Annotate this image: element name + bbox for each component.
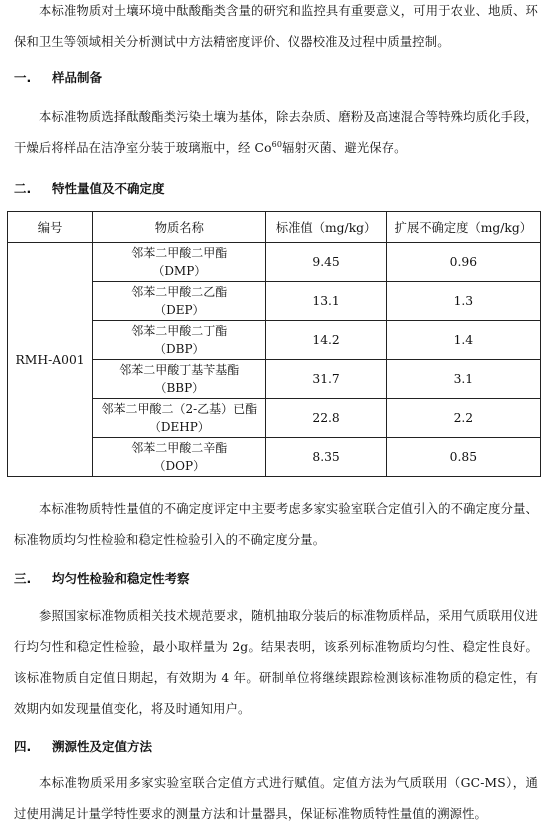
substance-abbr: （BBP） bbox=[154, 381, 205, 395]
section-1-heading bbox=[14, 69, 102, 87]
substance-name: 邻苯二甲酸二（2-乙基）已酯 bbox=[101, 402, 258, 416]
expanded-uncertainty: 0.85 bbox=[386, 438, 540, 477]
expanded-uncertainty: 1.4 bbox=[386, 321, 540, 360]
section-2-title: 特性量值及不确定度 bbox=[52, 181, 165, 196]
section-1-title: 样品制备 bbox=[52, 70, 103, 85]
substance-name: 邻苯二甲酸二辛酯 bbox=[131, 441, 228, 455]
expanded-uncertainty: 2.2 bbox=[386, 399, 540, 438]
substance-name-cell bbox=[93, 321, 266, 360]
section-1-superscript: 60 bbox=[271, 140, 283, 149]
substance-abbr: （DEHP） bbox=[148, 420, 210, 434]
section-3-heading bbox=[14, 570, 190, 588]
standard-value: 8.35 bbox=[266, 438, 386, 477]
substance-name-cell bbox=[93, 282, 266, 321]
table-header-row bbox=[8, 212, 541, 243]
section-2-number: 二. bbox=[14, 181, 32, 196]
expanded-uncertainty: 1.3 bbox=[386, 282, 540, 321]
section-3-number: 三. bbox=[14, 571, 32, 586]
section-4-number: 四. bbox=[14, 739, 32, 754]
table-row bbox=[8, 243, 541, 282]
header-standard-value: 标准值（mg/kg） bbox=[266, 212, 386, 243]
standard-value: 9.45 bbox=[266, 243, 386, 282]
section-1-text-b: 辐射灭菌、避光保存。 bbox=[282, 141, 407, 155]
substance-abbr: （DBP） bbox=[154, 342, 205, 356]
header-substance-name: 物质名称 bbox=[93, 212, 266, 243]
standard-value: 14.2 bbox=[266, 321, 386, 360]
expanded-uncertainty: 0.96 bbox=[386, 243, 540, 282]
substance-name: 邻苯二甲酸二丁酯 bbox=[131, 324, 228, 338]
substance-abbr: （DEP） bbox=[154, 303, 205, 317]
section-4-title: 溯源性及定值方法 bbox=[52, 739, 153, 754]
section-2-heading bbox=[14, 180, 165, 198]
section-4-paragraph: 本标准物质采用多家实验室联合定值方式进行赋值。定值方法为气质联用（GC-MS），通过使用满足计量学特性要求的测量方法和计量器具，保证标准物质特性量值的溯源性。 bbox=[14, 776, 538, 821]
substance-name-cell bbox=[93, 399, 266, 438]
section-1-text-a: 本标准物质选择酞酸酯类污染土壤为基体，除去杂质、磨粉及高速混合等特殊均质化手段，干燥后将样品在洁净室分装于玻璃瓶中，经 Co bbox=[14, 110, 538, 155]
section-3-paragraph: 参照国家标准物质相关技术规范要求，随机抽取分装后的标准物质样品，采用气质联用仪进行均匀性和稳定性检验，最小取样量为 2g。结果表明，该系列标准物质均匀性、稳定性良好。该标准物质自定值日期起，有效期为 4 年。研制单位将继续跟踪检测该标准物质的稳定性，有效期内如发现量值变化，将及时通知用户。 bbox=[14, 609, 538, 716]
substance-abbr: （DOP） bbox=[153, 459, 206, 473]
standard-value: 31.7 bbox=[266, 360, 386, 399]
section-3-title: 均匀性检验和稳定性考察 bbox=[52, 571, 190, 586]
substance-name: 邻苯二甲酸二乙酯 bbox=[131, 285, 228, 299]
substance-name: 邻苯二甲酸二甲酯 bbox=[131, 246, 228, 260]
substance-abbr: （DMP） bbox=[152, 264, 207, 278]
header-expanded-uncertainty: 扩展不确定度（mg/kg） bbox=[386, 212, 540, 243]
substance-name: 邻苯二甲酸丁基苄基酯 bbox=[119, 363, 240, 377]
section-1-number: 一. bbox=[14, 70, 32, 85]
uncertainty-note-paragraph: 本标准物质特性量值的不确定度评定中主要考虑多家实验室联合定值引入的不确定度分量、标准物质均匀性检验和稳定性检验引入的不确定度分量。 bbox=[14, 502, 538, 547]
header-code: 编号 bbox=[8, 212, 93, 243]
material-code: RMH-A001 bbox=[8, 243, 93, 477]
substance-name-cell bbox=[93, 360, 266, 399]
standard-value: 13.1 bbox=[266, 282, 386, 321]
substance-name-cell bbox=[93, 243, 266, 282]
expanded-uncertainty: 3.1 bbox=[386, 360, 540, 399]
substance-name-cell bbox=[93, 438, 266, 477]
intro-paragraph: 本标准物质对土壤环境中酞酸酯类含量的研究和监控具有重要意义，可用于农业、地质、环保和卫生等领域相关分析测试中方法精密度评价、仪器校准及过程中质量控制。 bbox=[14, 4, 538, 49]
section-4-heading bbox=[14, 738, 152, 756]
property-values-table bbox=[7, 211, 541, 477]
standard-value: 22.8 bbox=[266, 399, 386, 438]
section-1-paragraph bbox=[14, 102, 538, 164]
